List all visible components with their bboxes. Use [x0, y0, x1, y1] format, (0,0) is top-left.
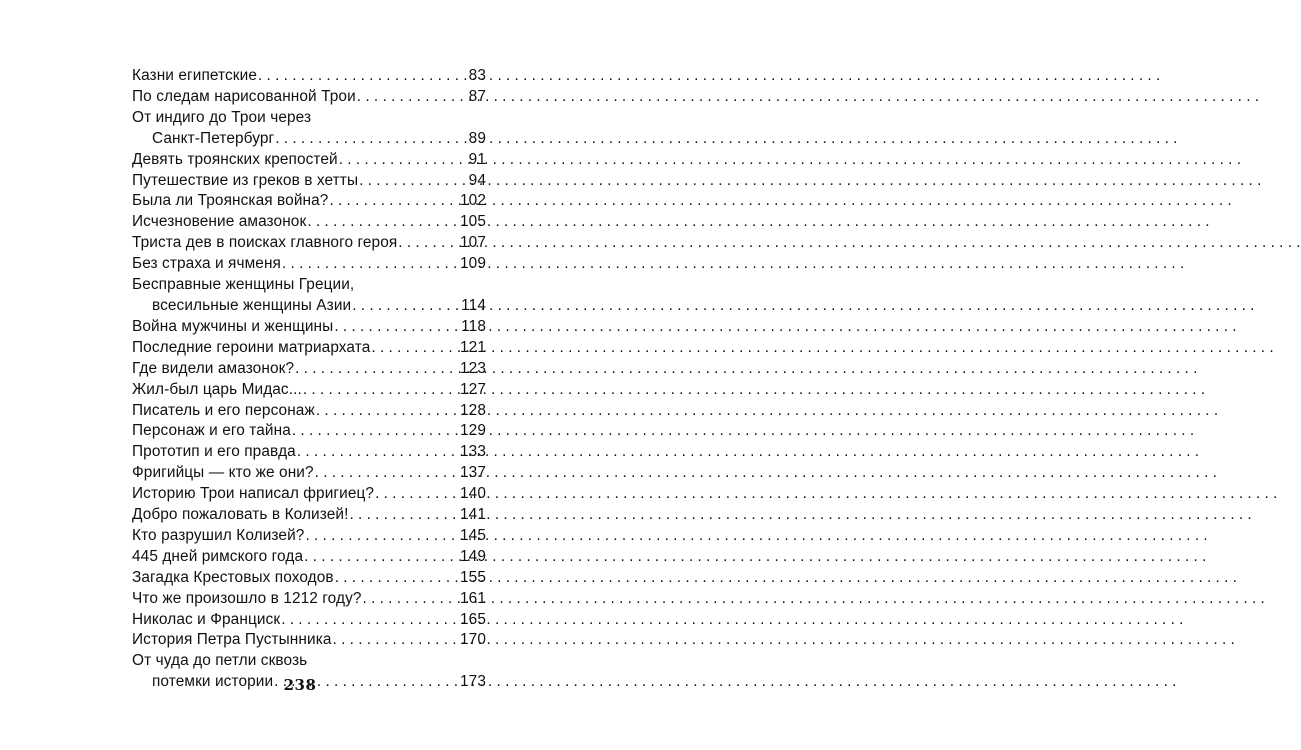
dot-leader: [281, 610, 459, 631]
toc-entry: [132, 610, 486, 631]
dot-leader: [329, 191, 459, 212]
toc-entry-line: [132, 610, 486, 631]
toc-entry-line: [132, 484, 486, 505]
toc-entry-page: 170: [460, 631, 486, 649]
toc-entry-page: 89: [468, 129, 486, 147]
toc-entry-page: 173: [460, 673, 486, 691]
toc-entry-page: 145: [460, 526, 486, 544]
toc-entry-page: 141: [460, 506, 486, 524]
toc-entry: [132, 401, 486, 422]
dot-leader: [315, 463, 459, 484]
toc-entry-line: [132, 651, 486, 672]
dot-leader: [357, 87, 468, 108]
toc-entry-line: [132, 233, 486, 254]
page-number: 238: [283, 676, 317, 694]
dot-leader: [305, 526, 459, 547]
toc-entry-title: потемки истории: [152, 673, 274, 691]
toc-entry: [132, 171, 486, 192]
toc-entry: [132, 66, 486, 87]
toc-entry-page: 118: [461, 317, 486, 335]
toc-entry-title: Без страха и ячменя: [132, 255, 281, 273]
toc-entry-title: Фригийцы — кто же они?: [132, 464, 314, 482]
toc-entry: [132, 191, 486, 212]
toc-entry-page: 114: [461, 296, 486, 314]
toc-entry-title: Казни египетские: [132, 67, 257, 84]
toc-entry-line: [132, 380, 486, 401]
toc-entry: [132, 212, 486, 233]
toc-entry-title: История Петра Пустынника: [132, 631, 332, 649]
toc-entry: [132, 359, 486, 380]
toc-entry-page: 91: [468, 150, 486, 168]
toc-entry: [132, 317, 486, 338]
toc-entry-page: 127: [460, 380, 486, 398]
toc-entry-line: [132, 526, 486, 547]
toc-entry: [132, 442, 486, 463]
toc-entry: [132, 463, 486, 484]
toc-entry-line: [132, 547, 486, 568]
toc-entry-title: Триста дев в поисках главного героя: [132, 234, 398, 252]
toc-entry: [132, 380, 486, 401]
table-of-contents: [132, 66, 486, 693]
toc-entry-line: [132, 129, 486, 150]
toc-entry: [132, 484, 486, 505]
dot-leader: [349, 505, 459, 526]
toc-entry-title: Девять троянских крепостей: [132, 150, 338, 168]
toc-entry-title: Писатель и его персонаж: [132, 401, 315, 419]
toc-entry-page: 107: [460, 234, 486, 252]
toc-entry-line: [132, 191, 486, 212]
toc-entry-page: 140: [460, 485, 486, 503]
toc-entry-page: 137: [460, 464, 486, 482]
toc-entry-title: Была ли Троянская война?: [132, 192, 329, 210]
toc-entry-page: 128: [460, 401, 486, 419]
toc-entry-page: 129: [460, 422, 486, 440]
toc-entry-line: [132, 630, 486, 651]
dot-leader: [292, 421, 459, 442]
toc-entry-line: [132, 66, 486, 87]
toc-entry-line: [132, 338, 486, 359]
toc-entry-line: [132, 568, 486, 589]
toc-entry-page: 149: [460, 547, 486, 565]
toc-entry-line: [132, 108, 486, 129]
toc-entry: [132, 589, 486, 610]
dot-leader: [363, 589, 459, 610]
toc-entry-page: 161: [460, 589, 486, 607]
book-page: [0, 0, 600, 750]
toc-entry: [132, 630, 486, 651]
toc-entry: [132, 547, 486, 568]
toc-entry: [132, 526, 486, 547]
toc-entry-title: Николас и Франциск: [132, 610, 281, 628]
dot-leader: [371, 338, 459, 359]
toc-entry-line: [132, 296, 486, 317]
toc-entry: [132, 505, 486, 526]
toc-entry-line: [132, 254, 486, 275]
toc-entry-line: [132, 505, 486, 526]
toc-entry-line: [132, 463, 486, 484]
dot-leader: [375, 484, 459, 505]
toc-entry-title: Персонаж и его тайна: [132, 422, 291, 440]
toc-entry-title: Загадка Крестовых походов: [132, 568, 334, 586]
toc-entry-title: Санкт-Петербург: [152, 129, 275, 147]
toc-entry: [132, 233, 486, 254]
toc-entry-title: От чуда до петли сквозь: [132, 652, 308, 670]
toc-entry-title: Путешествие из греков в хетты: [132, 171, 359, 189]
toc-entry-page: 102: [460, 192, 486, 210]
dot-leader: [398, 233, 459, 254]
dot-leader: [334, 317, 460, 338]
toc-entry-title: Последние героини матриархата: [132, 338, 371, 356]
toc-entry-page: 87: [468, 87, 486, 105]
toc-entry-title: Исчезновение амазонок: [132, 213, 307, 231]
toc-entry-title: 445 дней римского года: [132, 547, 304, 565]
toc-entry-title: Где видели амазонок?: [132, 359, 295, 377]
dot-leader: [333, 630, 459, 651]
toc-entry-title: Бесправные женщины Греции,: [132, 276, 355, 294]
dot-leader: [352, 296, 460, 317]
toc-entry-title: всесильные женщины Азии: [152, 296, 352, 314]
toc-entry-title: От индиго до Трои через: [132, 108, 312, 126]
dot-leader: [295, 359, 459, 380]
toc-entry: [132, 568, 486, 589]
dot-leader: [316, 401, 459, 422]
toc-entry-page: 83: [468, 67, 486, 84]
toc-entry-page: 94: [468, 171, 486, 189]
toc-entry: [132, 254, 486, 275]
toc-entry-page: 133: [460, 443, 486, 461]
toc-entry-title: Историю Трои написал фригиец?: [132, 485, 375, 503]
toc-entry-line: [132, 275, 486, 296]
toc-entry-page: 155: [460, 568, 486, 586]
toc-entry-line: [132, 150, 486, 171]
dot-leader: [335, 568, 459, 589]
toc-entry-line: [132, 359, 486, 380]
toc-entry-line: [132, 589, 486, 610]
dot-leader: [359, 171, 468, 192]
dot-leader: [297, 442, 459, 463]
toc-entry-line: [132, 401, 486, 422]
dot-leader: [258, 66, 468, 87]
toc-entry-title: Жил-был царь Мидас...: [132, 380, 302, 398]
toc-entry-line: [132, 87, 486, 108]
toc-entry: [132, 338, 486, 359]
toc-entry-title: Что же произошло в 1212 году?: [132, 589, 362, 607]
dot-leader: [303, 380, 459, 401]
toc-entry-page: 121: [460, 338, 486, 356]
toc-entry-line: [132, 442, 486, 463]
dot-leader: [307, 212, 459, 233]
toc-entry-title: Кто разрушил Колизей?: [132, 526, 305, 544]
toc-entry: [132, 108, 486, 150]
toc-entry: [132, 275, 486, 317]
toc-entry-page: 105: [460, 213, 486, 231]
toc-entry-title: По следам нарисованной Трои: [132, 87, 356, 105]
toc-entry-line: [132, 421, 486, 442]
toc-entry-line: [132, 212, 486, 233]
toc-entry-line: [132, 317, 486, 338]
toc-entry: [132, 421, 486, 442]
toc-entry-title: Война мужчины и женщины: [132, 317, 334, 335]
dot-leader: [339, 150, 468, 171]
toc-entry-page: 165: [460, 610, 486, 628]
toc-entry-line: [132, 171, 486, 192]
toc-entry-title: Прототип и его правда: [132, 443, 296, 461]
dot-leader: [275, 129, 467, 150]
toc-entry-page: 109: [460, 255, 486, 273]
dot-leader: [304, 547, 459, 568]
dot-leader: [282, 254, 459, 275]
toc-entry-title: Добро пожаловать в Колизей!: [132, 506, 349, 524]
toc-entry-page: 123: [460, 359, 486, 377]
toc-entry: [132, 150, 486, 171]
toc-entry: [132, 87, 486, 108]
